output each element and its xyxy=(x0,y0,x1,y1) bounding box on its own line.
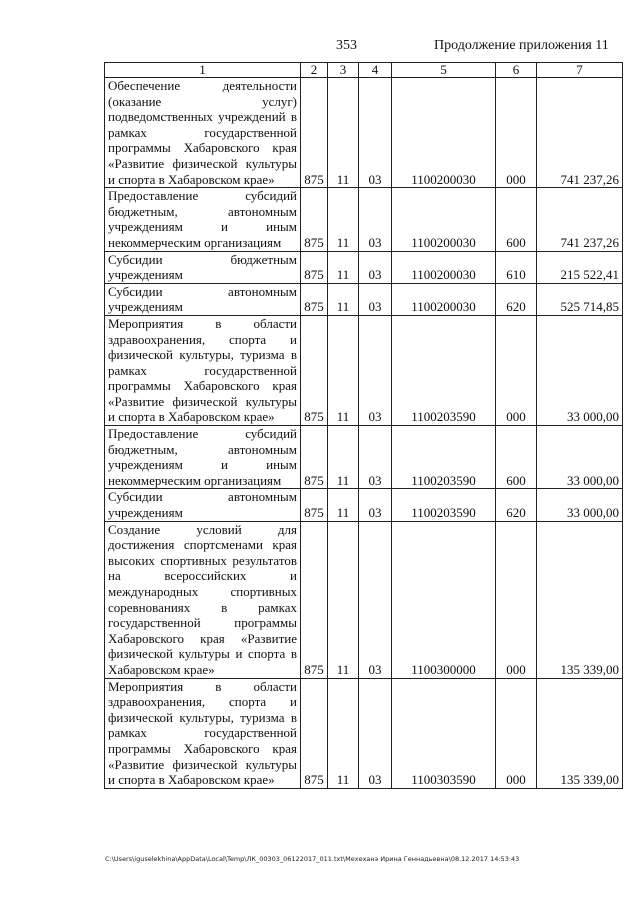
row-description: Обеспечение деятельности (оказание услуг) подведомственных учреждений в рамках государственной программы Хабаровского края «Развитие физической культуры и спорта в Хабаровском крае» xyxy=(105,78,301,188)
row-code-ministry: 875 xyxy=(301,315,328,425)
row-amount: 135 339,00 xyxy=(537,678,623,788)
row-amount: 33 000,00 xyxy=(537,315,623,425)
row-amount: 33 000,00 xyxy=(537,489,623,521)
column-header-2: 2 xyxy=(301,63,328,78)
row-code-expense-type: 600 xyxy=(496,188,537,251)
row-code-target-article: 1100203590 xyxy=(392,489,496,521)
row-amount: 135 339,00 xyxy=(537,521,623,678)
row-code-subsection: 03 xyxy=(359,489,392,521)
appendix-continuation-header: Продолжение приложения 11 xyxy=(434,38,609,53)
row-description: Субсидии автономным учреждениям xyxy=(105,489,301,521)
row-code-subsection: 03 xyxy=(359,188,392,251)
row-code-expense-type: 000 xyxy=(496,678,537,788)
table-body xyxy=(105,78,623,789)
row-description: Создание условий для достижения спортсменами края высоких спортивных результатов на всероссийских и международных спортивных соревнованиях в рамках государственной программы Хабаровского края «Развитие физической культуры и спорта в Хабаровском крае» xyxy=(105,521,301,678)
row-code-subsection: 03 xyxy=(359,251,392,283)
row-code-subsection: 03 xyxy=(359,78,392,188)
row-description: Предоставление субсидий бюджетным, автономным учреждениям и иным некоммерческим организациям xyxy=(105,426,301,489)
row-amount: 215 522,41 xyxy=(537,251,623,283)
column-header-5: 5 xyxy=(392,63,496,78)
row-code-target-article: 1100203590 xyxy=(392,315,496,425)
table-row xyxy=(105,521,623,678)
row-code-subsection: 03 xyxy=(359,521,392,678)
row-code-subsection: 03 xyxy=(359,426,392,489)
row-code-ministry: 875 xyxy=(301,283,328,315)
table-row xyxy=(105,78,623,188)
row-code-target-article: 1100200030 xyxy=(392,78,496,188)
row-code-ministry: 875 xyxy=(301,78,328,188)
row-amount: 33 000,00 xyxy=(537,426,623,489)
row-code-section: 11 xyxy=(328,78,359,188)
table-row xyxy=(105,678,623,788)
table-row xyxy=(105,315,623,425)
column-header-1: 1 xyxy=(105,63,301,78)
row-code-target-article: 1100200030 xyxy=(392,251,496,283)
row-description: Мероприятия в области здравоохранения, спорта и физической культуры, туризма в рамках государственной программы Хабаровского края «Развитие физической культуры и спорта в Хабаровском крае» xyxy=(105,315,301,425)
row-code-section: 11 xyxy=(328,315,359,425)
column-header-7: 7 xyxy=(537,63,623,78)
row-description: Мероприятия в области здравоохранения, спорта и физической культуры, туризма в рамках государственной программы Хабаровского края «Развитие физической культуры и спорта в Хабаровском крае» xyxy=(105,678,301,788)
row-code-subsection: 03 xyxy=(359,678,392,788)
budget-table xyxy=(104,62,623,789)
row-code-target-article: 1100300000 xyxy=(392,521,496,678)
row-code-ministry: 875 xyxy=(301,426,328,489)
row-code-target-article: 1100203590 xyxy=(392,426,496,489)
row-code-section: 11 xyxy=(328,283,359,315)
row-code-ministry: 875 xyxy=(301,489,328,521)
row-description: Предоставление субсидий бюджетным, автономным учреждениям и иным некоммерческим организациям xyxy=(105,188,301,251)
row-code-expense-type: 000 xyxy=(496,78,537,188)
column-header-4: 4 xyxy=(359,63,392,78)
row-code-target-article: 1100303590 xyxy=(392,678,496,788)
row-code-expense-type: 000 xyxy=(496,521,537,678)
row-code-expense-type: 610 xyxy=(496,251,537,283)
row-code-expense-type: 000 xyxy=(496,315,537,425)
row-code-ministry: 875 xyxy=(301,251,328,283)
row-code-ministry: 875 xyxy=(301,521,328,678)
page-number: 353 xyxy=(336,38,357,53)
row-code-section: 11 xyxy=(328,426,359,489)
row-code-section: 11 xyxy=(328,251,359,283)
row-code-target-article: 1100200030 xyxy=(392,188,496,251)
table-row xyxy=(105,489,623,521)
row-amount: 741 237,26 xyxy=(537,78,623,188)
column-header-6: 6 xyxy=(496,63,537,78)
column-header-3: 3 xyxy=(328,63,359,78)
row-code-expense-type: 620 xyxy=(496,283,537,315)
row-code-section: 11 xyxy=(328,521,359,678)
row-description: Субсидии бюджетным учреждениям xyxy=(105,251,301,283)
table-row xyxy=(105,251,623,283)
row-amount: 525 714,85 xyxy=(537,283,623,315)
table-row xyxy=(105,188,623,251)
row-description: Субсидии автономным учреждениям xyxy=(105,283,301,315)
table-header-row xyxy=(105,63,623,78)
row-code-section: 11 xyxy=(328,188,359,251)
table-row xyxy=(105,283,623,315)
row-code-target-article: 1100200030 xyxy=(392,283,496,315)
row-code-section: 11 xyxy=(328,489,359,521)
row-code-expense-type: 600 xyxy=(496,426,537,489)
file-path-footer: C:\Users\iguselekhina\AppData\Local\Temp\ЛК_00303_06122017_011.txt\Мехеханэ Ирина Геннадьевна\08.12.2017 14:53:43 xyxy=(105,855,520,863)
row-code-section: 11 xyxy=(328,678,359,788)
row-code-ministry: 875 xyxy=(301,678,328,788)
row-code-expense-type: 620 xyxy=(496,489,537,521)
row-code-subsection: 03 xyxy=(359,315,392,425)
row-code-ministry: 875 xyxy=(301,188,328,251)
row-amount: 741 237,26 xyxy=(537,188,623,251)
table-row xyxy=(105,426,623,489)
row-code-subsection: 03 xyxy=(359,283,392,315)
